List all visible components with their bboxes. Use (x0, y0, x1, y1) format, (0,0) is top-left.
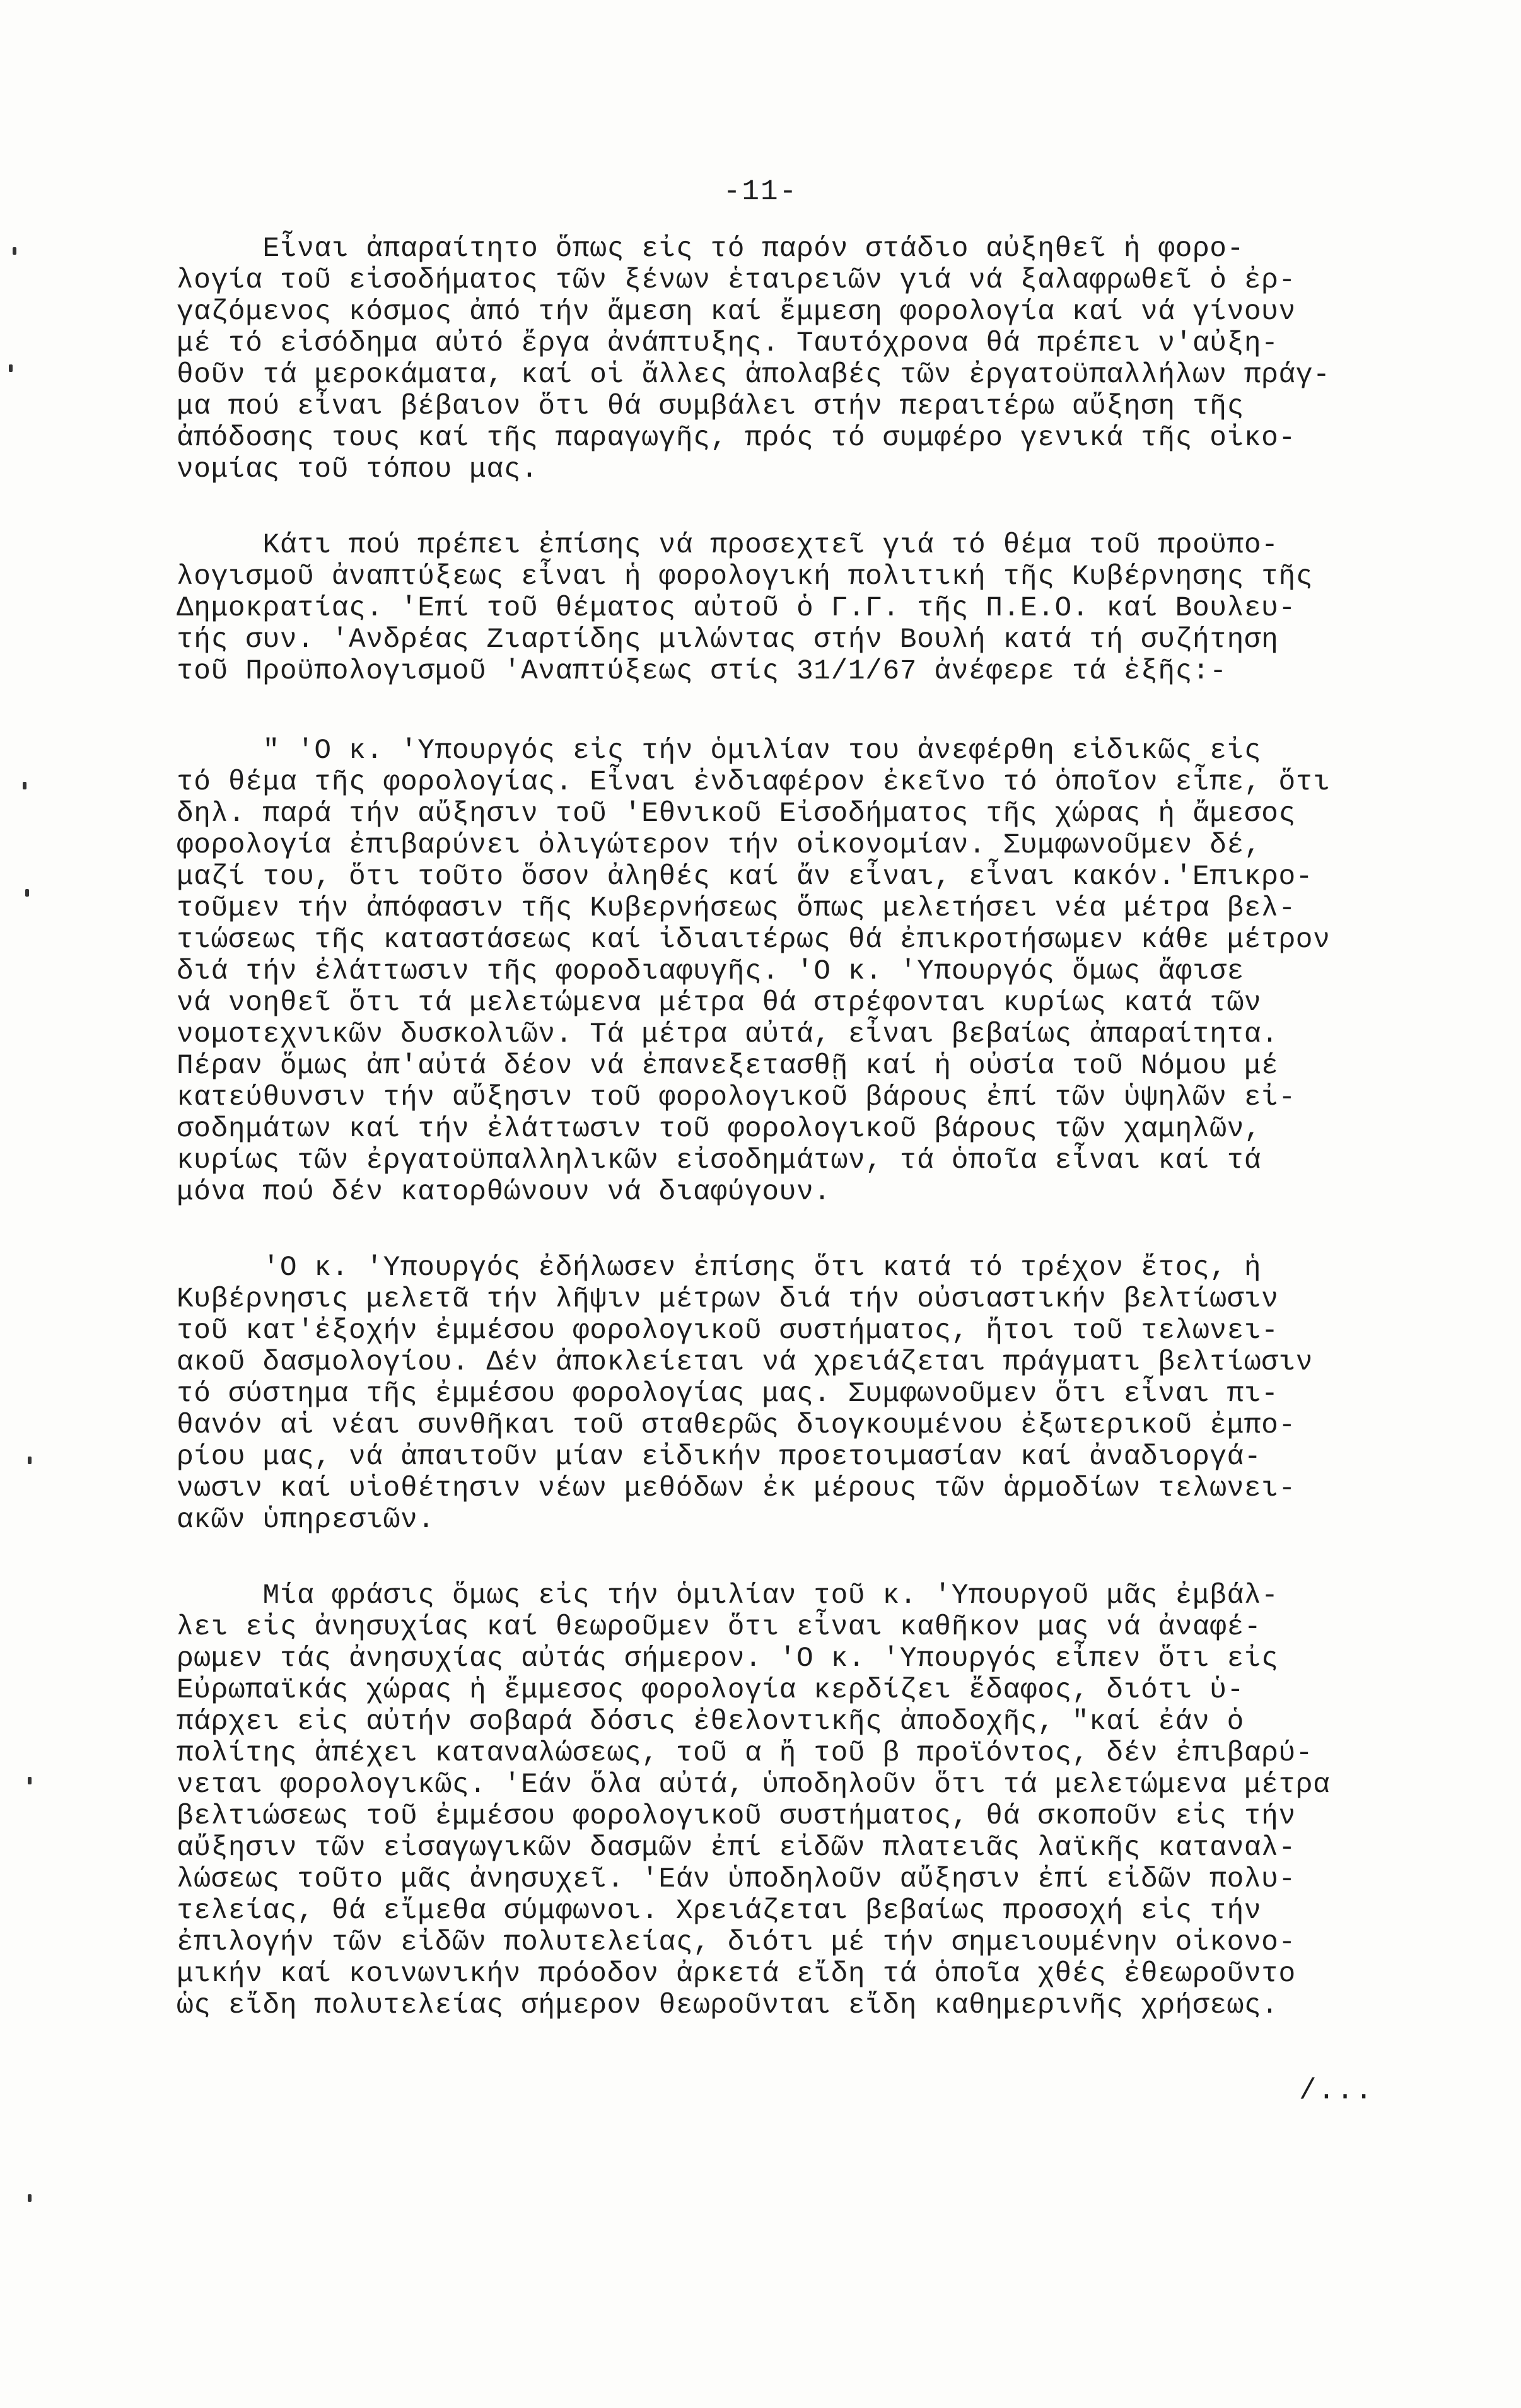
text-line: νά νοηθεῖ ὅτι τά μελετώμενα μέτρα θά στρέφονται κυρίως κατά τῶν (177, 987, 1262, 1019)
margin-mark (28, 2194, 32, 2202)
paragraph-3-quotation (177, 735, 1450, 1208)
text-line: μα πού εἶναι βέβαιον ὅτι θά συμβάλει στήν περαιτέρω αὔξηση τῆς (177, 391, 1244, 422)
text-line: Δημοκρατίας. 'Επί τοῦ θέματος αὐτοῦ ὁ Γ.Γ. τῆς Π.Ε.Ο. καί Βουλευ- (177, 593, 1296, 624)
text-line: ρωμεν τάς ἀνησυχίας αὐτάς σήμερον. 'Ο κ. 'Υπουργός εἶπεν ὅτι εἰς (177, 1643, 1279, 1675)
margin-mark (28, 1777, 32, 1784)
text-line: τοῦ Προϋπολογισμοῦ 'Αναπτύξεως στίς 31/1/67 ἀνέφερε τά ἑξῆς:- (177, 656, 1227, 687)
body-text (177, 233, 1450, 2066)
text-line: θοῦν τά μεροκάματα, καί οἱ ἄλλες ἀπολαβές τῶν ἐργατοϋπαλλήλων πράγ- (177, 359, 1331, 391)
text-line: διά τήν ἐλάττωσιν τῆς φοροδιαφυγῆς. 'Ο κ. 'Υπουργός ὅμως ἄφισε (177, 956, 1244, 987)
text-line: λογία τοῦ εἰσοδήματος τῶν ξένων ἑταιρειῶν γιά νά ξαλαφρωθεῖ ὁ ἐρ- (177, 265, 1296, 296)
text-line: μόνα πού δέν κατορθώνουν νά διαφύγουν. (177, 1177, 831, 1208)
paragraph-2 (177, 530, 1450, 687)
paragraph-4 (177, 1252, 1450, 1536)
text-line: ἀπόδοσης τους καί τῆς παραγωγῆς, πρός τό συμφέρο γενικά τῆς οἰκο- (177, 422, 1296, 454)
continuation-mark: /... (1299, 2074, 1374, 2107)
text-line: πάρχει εἰς αὐτήν σοβαρά δόσις ἐθελοντικῆς ἀποδοχῆς, "καί ἐάν ὁ (177, 1706, 1244, 1738)
text-line: δηλ. παρά τήν αὔξησιν τοῦ 'Εθνικοῦ Εἰσοδήματος τῆς χώρας ἡ ἄμεσος (177, 798, 1296, 830)
text-line: βελτιώσεως τοῦ ἐμμέσου φορολογικοῦ συστήματος, θά σκοποῦν εἰς τήν (177, 1801, 1296, 1832)
page-number: -11- (723, 175, 798, 208)
text-line: 'Ο κ. 'Υπουργός ἐδήλωσεν ἐπίσης ὅτι κατά τό τρέχον ἔτος, ἡ (177, 1252, 1262, 1284)
text-line: τοῦμεν τήν ἀπόφασιν τῆς Κυβερνήσεως ὅπως μελετήσει νέα μέτρα βελ- (177, 893, 1296, 924)
margin-mark (23, 782, 26, 789)
margin-mark (28, 1457, 32, 1464)
text-line: Κάτι πού πρέπει ἐπίσης νά προσεχτεῖ γιά τό θέμα τοῦ προϋπο- (177, 530, 1279, 561)
margin-mark (9, 364, 13, 372)
text-line: ακοῦ δασμολογίου. Δέν ἀποκλείεται νά χρειάζεται πράγματι βελτίωσιν (177, 1347, 1314, 1378)
paragraph-1 (177, 233, 1450, 486)
text-line: ακῶν ὑπηρεσιῶν. (177, 1504, 435, 1536)
text-line: μαζί του, ὅτι τοῦτο ὅσον ἀληθές καί ἄν εἶναι, εἶναι κακόν.'Επικρο- (177, 861, 1314, 893)
margin-mark (13, 247, 16, 255)
text-line: λογισμοῦ ἀναπτύξεως εἶναι ἡ φορολογική πολιτική τῆς Κυβέρνησης τῆς (177, 561, 1314, 593)
text-line: γαζόμενος κόσμος ἀπό τήν ἄμεση καί ἔμμεση φορολογία καί νά γίνουν (177, 296, 1296, 328)
text-line: ἐπιλογήν τῶν εἰδῶν πολυτελείας, διότι μέ τήν σημειουμένην οἰκονο- (177, 1927, 1296, 1958)
text-line: σοδημάτων καί τήν ἐλάττωσιν τοῦ φορολογικοῦ βάρους τῶν χαμηλῶν, (177, 1114, 1262, 1145)
text-line: Μία φράσις ὅμως εἰς τήν ὁμιλίαν τοῦ κ. 'Υπουργοῦ μᾶς ἐμβάλ- (177, 1580, 1279, 1612)
text-line: πολίτης ἀπέχει καταναλώσεως, τοῦ α ἤ τοῦ β προϊόντος, δέν ἐπιβαρύ- (177, 1738, 1314, 1769)
text-line: νομίας τοῦ τόπου μας. (177, 454, 539, 486)
text-line: Εὐρωπαϊκάς χώρας ἡ ἔμμεσος φορολογία κερδίζει ἔδαφος, διότι ὑ- (177, 1675, 1244, 1706)
text-line: κυρίως τῶν ἐργατοϋπαλληλικῶν εἰσοδημάτων, τά ὁποῖα εἶναι καί τά (177, 1145, 1262, 1177)
text-line: " 'Ο κ. 'Υπουργός εἰς τήν ὁμιλίαν του ἀνεφέρθη εἰδικῶς εἰς (177, 735, 1262, 767)
text-line: τιώσεως τῆς καταστάσεως καί ἰδιαιτέρως θά ἐπικροτήσωμεν κάθε μέτρον (177, 924, 1331, 956)
text-line: τελείας, θά εἴμεθα σύμφωνοι. Χρειάζεται βεβαίως προσοχή εἰς τήν (177, 1895, 1262, 1927)
text-line: νεται φορολογικῶς. 'Εάν ὅλα αὐτά, ὑποδηλοῦν ὅτι τά μελετώμενα μέτρα (177, 1769, 1331, 1801)
text-line: ὡς εἴδη πολυτελείας σήμερον θεωροῦνται εἴδη καθημερινῆς χρήσεως. (177, 1990, 1279, 2021)
text-line: Πέραν ὅμως ἀπ'αὐτά δέον νά ἐπανεξετασθῇ καί ἡ οὐσία τοῦ Νόμου μέ (177, 1050, 1279, 1082)
text-line: φορολογία ἐπιβαρύνει ὀλιγώτερον τήν οἰκονομίαν. Συμφωνοῦμεν δέ, (177, 830, 1262, 861)
text-line: κατεύθυνσιν τήν αὔξησιν τοῦ φορολογικοῦ βάρους ἐπί τῶν ὑψηλῶν εἰ- (177, 1082, 1296, 1114)
text-line: λει εἰς ἀνησυχίας καί θεωροῦμεν ὅτι εἶναι καθῆκον μας νά ἀναφέ- (177, 1612, 1262, 1643)
text-line: ρίου μας, νά ἀπαιτοῦν μίαν εἰδικήν προετοιμασίαν καί ἀναδιοργά- (177, 1441, 1262, 1473)
text-line: Εἶναι ἀπαραίτητο ὅπως εἰς τό παρόν στάδιο αὐξηθεῖ ἡ φορο- (177, 233, 1244, 265)
margin-mark (25, 889, 29, 897)
text-line: τοῦ κατ'ἐξοχήν ἐμμέσου φορολογικοῦ συστήματος, ἤτοι τοῦ τελωνει- (177, 1315, 1279, 1347)
text-line: αὔξησιν τῶν εἰσαγωγικῶν δασμῶν ἐπί εἰδῶν πλατειᾶς λαϊκῆς καταναλ- (177, 1832, 1296, 1864)
text-line: τό σύστημα τῆς ἐμμέσου φορολογίας μας. Συμφωνοῦμεν ὅτι εἶναι πι- (177, 1378, 1279, 1410)
text-line: θανόν αἱ νέαι συνθῆκαι τοῦ σταθερῶς διογκουμένου ἐξωτερικοῦ ἐμπο- (177, 1410, 1296, 1441)
paragraph-5 (177, 1580, 1450, 2021)
text-line: νομοτεχνικῶν δυσκολιῶν. Τά μέτρα αὐτά, εἶναι βεβαίως ἀπαραίτητα. (177, 1019, 1279, 1050)
text-line: τής συν. 'Ανδρέας Ζιαρτίδης μιλώντας στήν Βουλή κατά τή συζήτηση (177, 624, 1279, 656)
text-line: Κυβέρνησις μελετᾶ τήν λῆψιν μέτρων διά τήν οὐσιαστικήν βελτίωσιν (177, 1284, 1279, 1315)
text-line: μικήν καί κοινωνικήν πρόοδον ἀρκετά εἴδη τά ὁποῖα χθές ἐθεωροῦντο (177, 1958, 1296, 1990)
text-line: τό θέμα τῆς φορολογίας. Εἶναι ἐνδιαφέρον ἐκεῖνο τό ὁποῖον εἶπε, ὅτι (177, 767, 1331, 798)
text-line: λώσεως τοῦτο μᾶς ἀνησυχεῖ. 'Εάν ὑποδηλοῦν αὔξησιν ἐπί εἰδῶν πολυ- (177, 1864, 1296, 1895)
text-line: νωσιν καί υἱοθέτησιν νέων μεθόδων ἐκ μέρους τῶν ἁρμοδίων τελωνει- (177, 1473, 1296, 1504)
text-line: μέ τό εἰσόδημα αὐτό ἔργα ἀνάπτυξης. Ταυτόχρονα θά πρέπει ν'αὐξη- (177, 328, 1279, 359)
